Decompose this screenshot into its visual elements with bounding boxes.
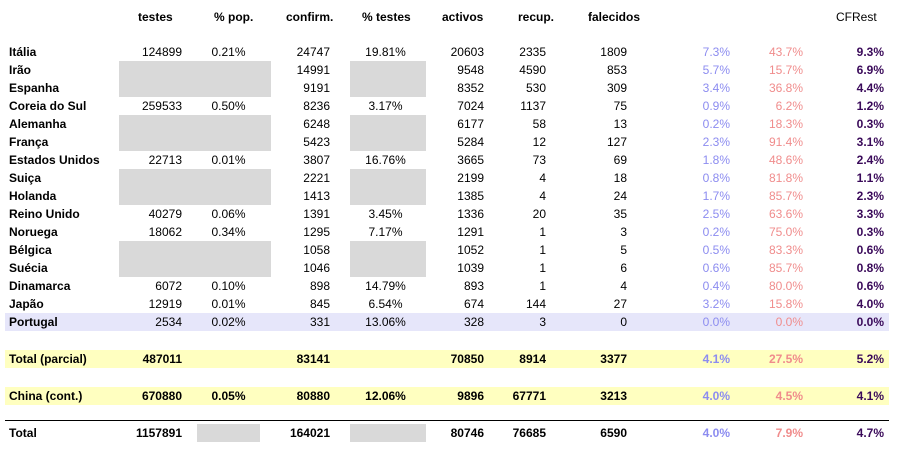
table-row: [5, 223, 889, 241]
cell-pct-pop: [197, 133, 260, 151]
table-row: [5, 295, 889, 313]
cell-confirm: 5423: [303, 135, 330, 149]
cell-pct-testes: 14.79%: [365, 279, 406, 293]
cell-p3: 6.9%: [856, 63, 884, 77]
cell-p2: 6.2%: [775, 99, 803, 113]
cell-pct-testes: 7.17%: [368, 225, 403, 239]
cell-confirm: 14991: [296, 63, 330, 77]
cell-falecidos: 5: [620, 243, 627, 257]
row-name: Irão: [9, 63, 32, 77]
total-row: [5, 424, 889, 442]
cell-p1: 3.4%: [702, 81, 730, 95]
header-pct-testes: % testes: [362, 10, 411, 24]
cell-confirm: 898: [309, 279, 330, 293]
header-recup: recup.: [518, 10, 555, 24]
cell-testes: 22713: [148, 153, 182, 167]
header-cfrest: CFRest: [836, 10, 877, 24]
cell-testes: 1157891: [135, 426, 182, 440]
cell-confirm: 845: [309, 297, 330, 311]
row-name: Bélgica: [9, 243, 52, 257]
cell-confirm: 80880: [296, 389, 330, 403]
table-row: [5, 79, 889, 97]
cell-activos: 8352: [457, 81, 484, 95]
cell-confirm: 9191: [303, 81, 330, 95]
cell-pct-pop: 0.21%: [211, 45, 246, 59]
cell-p3: 0.3%: [856, 225, 884, 239]
row-name: Reino Unido: [9, 207, 80, 221]
cell-pct-testes: [348, 350, 423, 368]
cell-p3: 1.2%: [856, 99, 884, 113]
cell-p3: 4.4%: [856, 81, 884, 95]
cell-recup: 1: [539, 279, 546, 293]
cell-p2: 4.5%: [775, 389, 803, 403]
row-name: Total (parcial): [9, 352, 87, 366]
cell-pct-pop: 0.01%: [211, 153, 246, 167]
cell-p2: 80.0%: [768, 279, 803, 293]
cell-recup: 12: [532, 135, 546, 149]
cell-confirm: 164021: [289, 426, 330, 440]
cell-pct-pop: [197, 169, 260, 187]
cell-falecidos: 0: [620, 315, 627, 329]
cell-p2: 75.0%: [768, 225, 803, 239]
table-row: [5, 169, 889, 187]
cell-recup: 73: [532, 153, 546, 167]
cell-p1: 0.4%: [702, 279, 730, 293]
cell-p3: 4.7%: [856, 426, 884, 440]
cell-pct-pop: [197, 259, 260, 277]
cell-pct-pop: [197, 241, 260, 259]
cell-testes: 40279: [148, 207, 182, 221]
cell-pct-testes: 12.06%: [365, 389, 406, 403]
cell-p3: 4.0%: [856, 297, 884, 311]
cell-pct-testes: 19.81%: [365, 45, 406, 59]
cell-p2: 18.3%: [768, 117, 803, 131]
cell-testes: 124899: [141, 45, 182, 59]
cell-recup: 58: [532, 117, 546, 131]
cell-testes: [120, 241, 182, 259]
cell-falecidos: 18: [613, 171, 627, 185]
cell-falecidos: 853: [606, 63, 627, 77]
table-row: [5, 205, 889, 223]
cell-pct-pop: 0.05%: [211, 389, 246, 403]
row-name: Suiça: [9, 171, 42, 185]
cell-p2: 15.7%: [768, 63, 803, 77]
cell-p3: 3.3%: [856, 207, 884, 221]
table-row: [5, 259, 889, 277]
row-name: Noruega: [9, 225, 58, 239]
cell-pct-testes: 13.06%: [365, 315, 406, 329]
cell-testes: 670880: [141, 389, 182, 403]
cell-recup: 8914: [519, 352, 546, 366]
cell-testes: 12919: [148, 297, 182, 311]
cell-testes: [120, 61, 182, 79]
cell-p2: 48.6%: [768, 153, 803, 167]
cell-confirm: 3807: [303, 153, 330, 167]
cell-p1: 3.2%: [702, 297, 730, 311]
row-name: Japão: [9, 297, 44, 311]
cell-p2: 27.5%: [768, 352, 803, 366]
cell-recup: 530: [525, 81, 546, 95]
cell-recup: 20: [532, 207, 546, 221]
cell-pct-pop: 0.10%: [211, 279, 246, 293]
cell-p2: 85.7%: [768, 189, 803, 203]
cell-pct-testes: [348, 133, 423, 151]
cell-pct-pop: 0.01%: [211, 297, 246, 311]
cell-activos: 1385: [457, 189, 484, 203]
table-row: [5, 43, 889, 61]
cell-testes: [120, 259, 182, 277]
cell-pct-pop: 0.50%: [211, 99, 246, 113]
cell-activos: 1336: [457, 207, 484, 221]
cell-falecidos: 6: [620, 261, 627, 275]
cell-testes: 487011: [142, 352, 182, 366]
cell-pct-pop: [197, 79, 260, 97]
cell-recup: 4590: [519, 63, 546, 77]
cell-testes: [120, 115, 182, 133]
cell-falecidos: 3: [620, 225, 627, 239]
cell-recup: 67771: [512, 389, 546, 403]
cell-p3: 5.2%: [856, 352, 884, 366]
cell-confirm: 1391: [303, 207, 330, 221]
cell-p2: 7.9%: [775, 426, 803, 440]
row-name: Espanha: [9, 81, 60, 95]
total-divider: [5, 420, 889, 421]
header-testes: testes: [138, 10, 173, 24]
cell-p1: 1.8%: [702, 153, 730, 167]
portugal-row: [5, 313, 889, 331]
row-name: Dinamarca: [9, 279, 71, 293]
header-pct-pop: % pop.: [214, 10, 254, 24]
cell-p2: 83.3%: [768, 243, 803, 257]
cell-confirm: 8236: [303, 99, 330, 113]
cell-pct-pop: [197, 61, 260, 79]
cell-activos: 70850: [450, 352, 484, 366]
cell-recup: 3: [539, 315, 546, 329]
cell-p1: 1.7%: [702, 189, 730, 203]
cell-activos: 1039: [457, 261, 484, 275]
cell-pct-pop: [197, 115, 260, 133]
cell-p3: 0.8%: [856, 261, 884, 275]
cell-pct-pop: 0.34%: [211, 225, 246, 239]
cell-p1: 7.3%: [702, 45, 730, 59]
cell-confirm: 331: [309, 315, 330, 329]
cell-p2: 43.7%: [768, 45, 803, 59]
cell-falecidos: 69: [613, 153, 627, 167]
cell-p3: 2.4%: [856, 153, 884, 167]
cell-falecidos: 24: [613, 189, 627, 203]
cell-confirm: 2221: [303, 171, 330, 185]
cell-testes: 6072: [155, 279, 182, 293]
cell-p1: 0.0%: [702, 315, 730, 329]
table-row: [5, 241, 889, 259]
cell-testes: [120, 79, 182, 97]
cell-pct-testes: [348, 187, 423, 205]
cell-p1: 0.5%: [702, 243, 730, 257]
cell-testes: 259533: [141, 99, 182, 113]
cell-activos: 5284: [457, 135, 484, 149]
cell-falecidos: 127: [606, 135, 627, 149]
cell-pct-pop: [197, 350, 260, 368]
cell-recup: 1: [539, 261, 546, 275]
cell-recup: 2335: [519, 45, 546, 59]
cell-activos: 6177: [457, 117, 484, 131]
row-name: China (cont.): [9, 389, 83, 403]
cell-p2: 63.6%: [768, 207, 803, 221]
cell-pct-testes: 16.76%: [365, 153, 406, 167]
row-name: Coreia do Sul: [9, 99, 87, 113]
cell-p2: 15.8%: [768, 297, 803, 311]
cell-pct-pop: [197, 424, 260, 442]
cell-confirm: 6248: [303, 117, 330, 131]
row-name: Alemanha: [9, 117, 67, 131]
cell-falecidos: 309: [606, 81, 627, 95]
cell-pct-pop: [197, 187, 260, 205]
row-name: Suécia: [9, 261, 48, 275]
cell-testes: [120, 169, 182, 187]
cell-recup: 4: [539, 189, 546, 203]
table-row: [5, 61, 889, 79]
header-activos: activos: [442, 10, 484, 24]
cell-falecidos: 4: [620, 279, 627, 293]
table-row: [5, 187, 889, 205]
cell-p1: 0.6%: [702, 261, 730, 275]
cell-p2: 81.8%: [768, 171, 803, 185]
header-confirm: confirm.: [286, 10, 334, 24]
cell-pct-testes: [348, 424, 423, 442]
cell-p1: 0.9%: [702, 99, 730, 113]
cell-p3: 0.3%: [856, 117, 884, 131]
cell-p1: 2.5%: [702, 207, 730, 221]
cell-activos: 674: [463, 297, 484, 311]
cell-p1: 4.1%: [702, 352, 730, 366]
cell-recup: 76685: [512, 426, 546, 440]
cell-activos: 7024: [457, 99, 484, 113]
cell-p2: 85.7%: [768, 261, 803, 275]
cell-confirm: 1295: [303, 225, 330, 239]
cell-confirm: 1058: [303, 243, 330, 257]
cell-testes: [120, 187, 182, 205]
total-parcial-row: [5, 350, 889, 368]
row-name: França: [9, 135, 49, 149]
cell-pct-testes: [348, 115, 423, 133]
cell-p3: 0.6%: [856, 279, 884, 293]
cell-p1: 0.8%: [702, 171, 730, 185]
table-row: [5, 151, 889, 169]
row-name: Portugal: [9, 315, 58, 329]
cell-falecidos: 3377: [600, 352, 627, 366]
cell-pct-testes: [348, 79, 423, 97]
cell-falecidos: 6590: [600, 426, 627, 440]
header-falecidos: falecidos: [588, 10, 641, 24]
cell-pct-testes: [348, 61, 423, 79]
cell-p1: 5.7%: [702, 63, 730, 77]
cell-confirm: 1046: [303, 261, 330, 275]
cell-activos: 893: [463, 279, 484, 293]
cell-p2: 0.0%: [775, 315, 803, 329]
row-name: Holanda: [9, 189, 57, 203]
cell-p3: 1.1%: [856, 171, 884, 185]
cell-pct-testes: [348, 169, 423, 187]
cell-testes: [120, 133, 182, 151]
cell-falecidos: 75: [613, 99, 627, 113]
cell-falecidos: 13: [613, 117, 627, 131]
cell-falecidos: 1809: [600, 45, 627, 59]
table-row: [5, 115, 889, 133]
cell-p3: 2.3%: [856, 189, 884, 203]
cell-pct-testes: [348, 259, 423, 277]
cell-pct-testes: 6.54%: [368, 297, 403, 311]
cell-activos: 80746: [450, 426, 484, 440]
cell-recup: 144: [525, 297, 546, 311]
cell-p2: 91.4%: [768, 135, 803, 149]
cell-p1: 0.2%: [702, 225, 730, 239]
cell-p1: 2.3%: [702, 135, 730, 149]
cell-activos: 1291: [457, 225, 484, 239]
cell-p3: 0.6%: [856, 243, 884, 257]
cell-falecidos: 3213: [600, 389, 627, 403]
cell-recup: 1: [539, 225, 546, 239]
cell-activos: 3665: [457, 153, 484, 167]
cell-falecidos: 27: [613, 297, 627, 311]
cell-activos: 9896: [457, 389, 484, 403]
cell-activos: 1052: [457, 243, 484, 257]
cell-confirm: 83141: [296, 352, 330, 366]
cell-p1: 0.2%: [702, 117, 730, 131]
cell-testes: 18062: [148, 225, 182, 239]
cell-p3: 4.1%: [856, 389, 884, 403]
china-row: [5, 387, 889, 405]
cell-p3: 0.0%: [856, 315, 884, 329]
cell-activos: 9548: [457, 63, 484, 77]
cell-pct-testes: 3.17%: [368, 99, 403, 113]
cell-pct-testes: 3.45%: [368, 207, 403, 221]
cell-pct-pop: 0.02%: [211, 315, 246, 329]
cell-testes: 2534: [155, 315, 182, 329]
cell-p2: 36.8%: [768, 81, 803, 95]
cell-recup: 1137: [520, 99, 546, 113]
cell-p1: 4.0%: [702, 389, 730, 403]
table-row: [5, 133, 889, 151]
row-name: Itália: [9, 45, 37, 59]
table-row: [5, 277, 889, 295]
row-name: Total: [9, 426, 37, 440]
cell-activos: 2199: [457, 171, 484, 185]
cell-activos: 20603: [450, 45, 484, 59]
cell-pct-pop: 0.06%: [211, 207, 246, 221]
cell-confirm: 24747: [296, 45, 330, 59]
cell-falecidos: 35: [613, 207, 627, 221]
table-row: [5, 97, 889, 115]
cell-p3: 3.1%: [856, 135, 884, 149]
cell-pct-testes: [348, 241, 423, 259]
cell-p1: 4.0%: [702, 426, 730, 440]
cell-p3: 9.3%: [856, 45, 884, 59]
cell-recup: 4: [539, 171, 546, 185]
cell-activos: 328: [463, 315, 484, 329]
cell-confirm: 1413: [303, 189, 330, 203]
cell-recup: 1: [539, 243, 546, 257]
row-name: Estados Unidos: [9, 153, 100, 167]
